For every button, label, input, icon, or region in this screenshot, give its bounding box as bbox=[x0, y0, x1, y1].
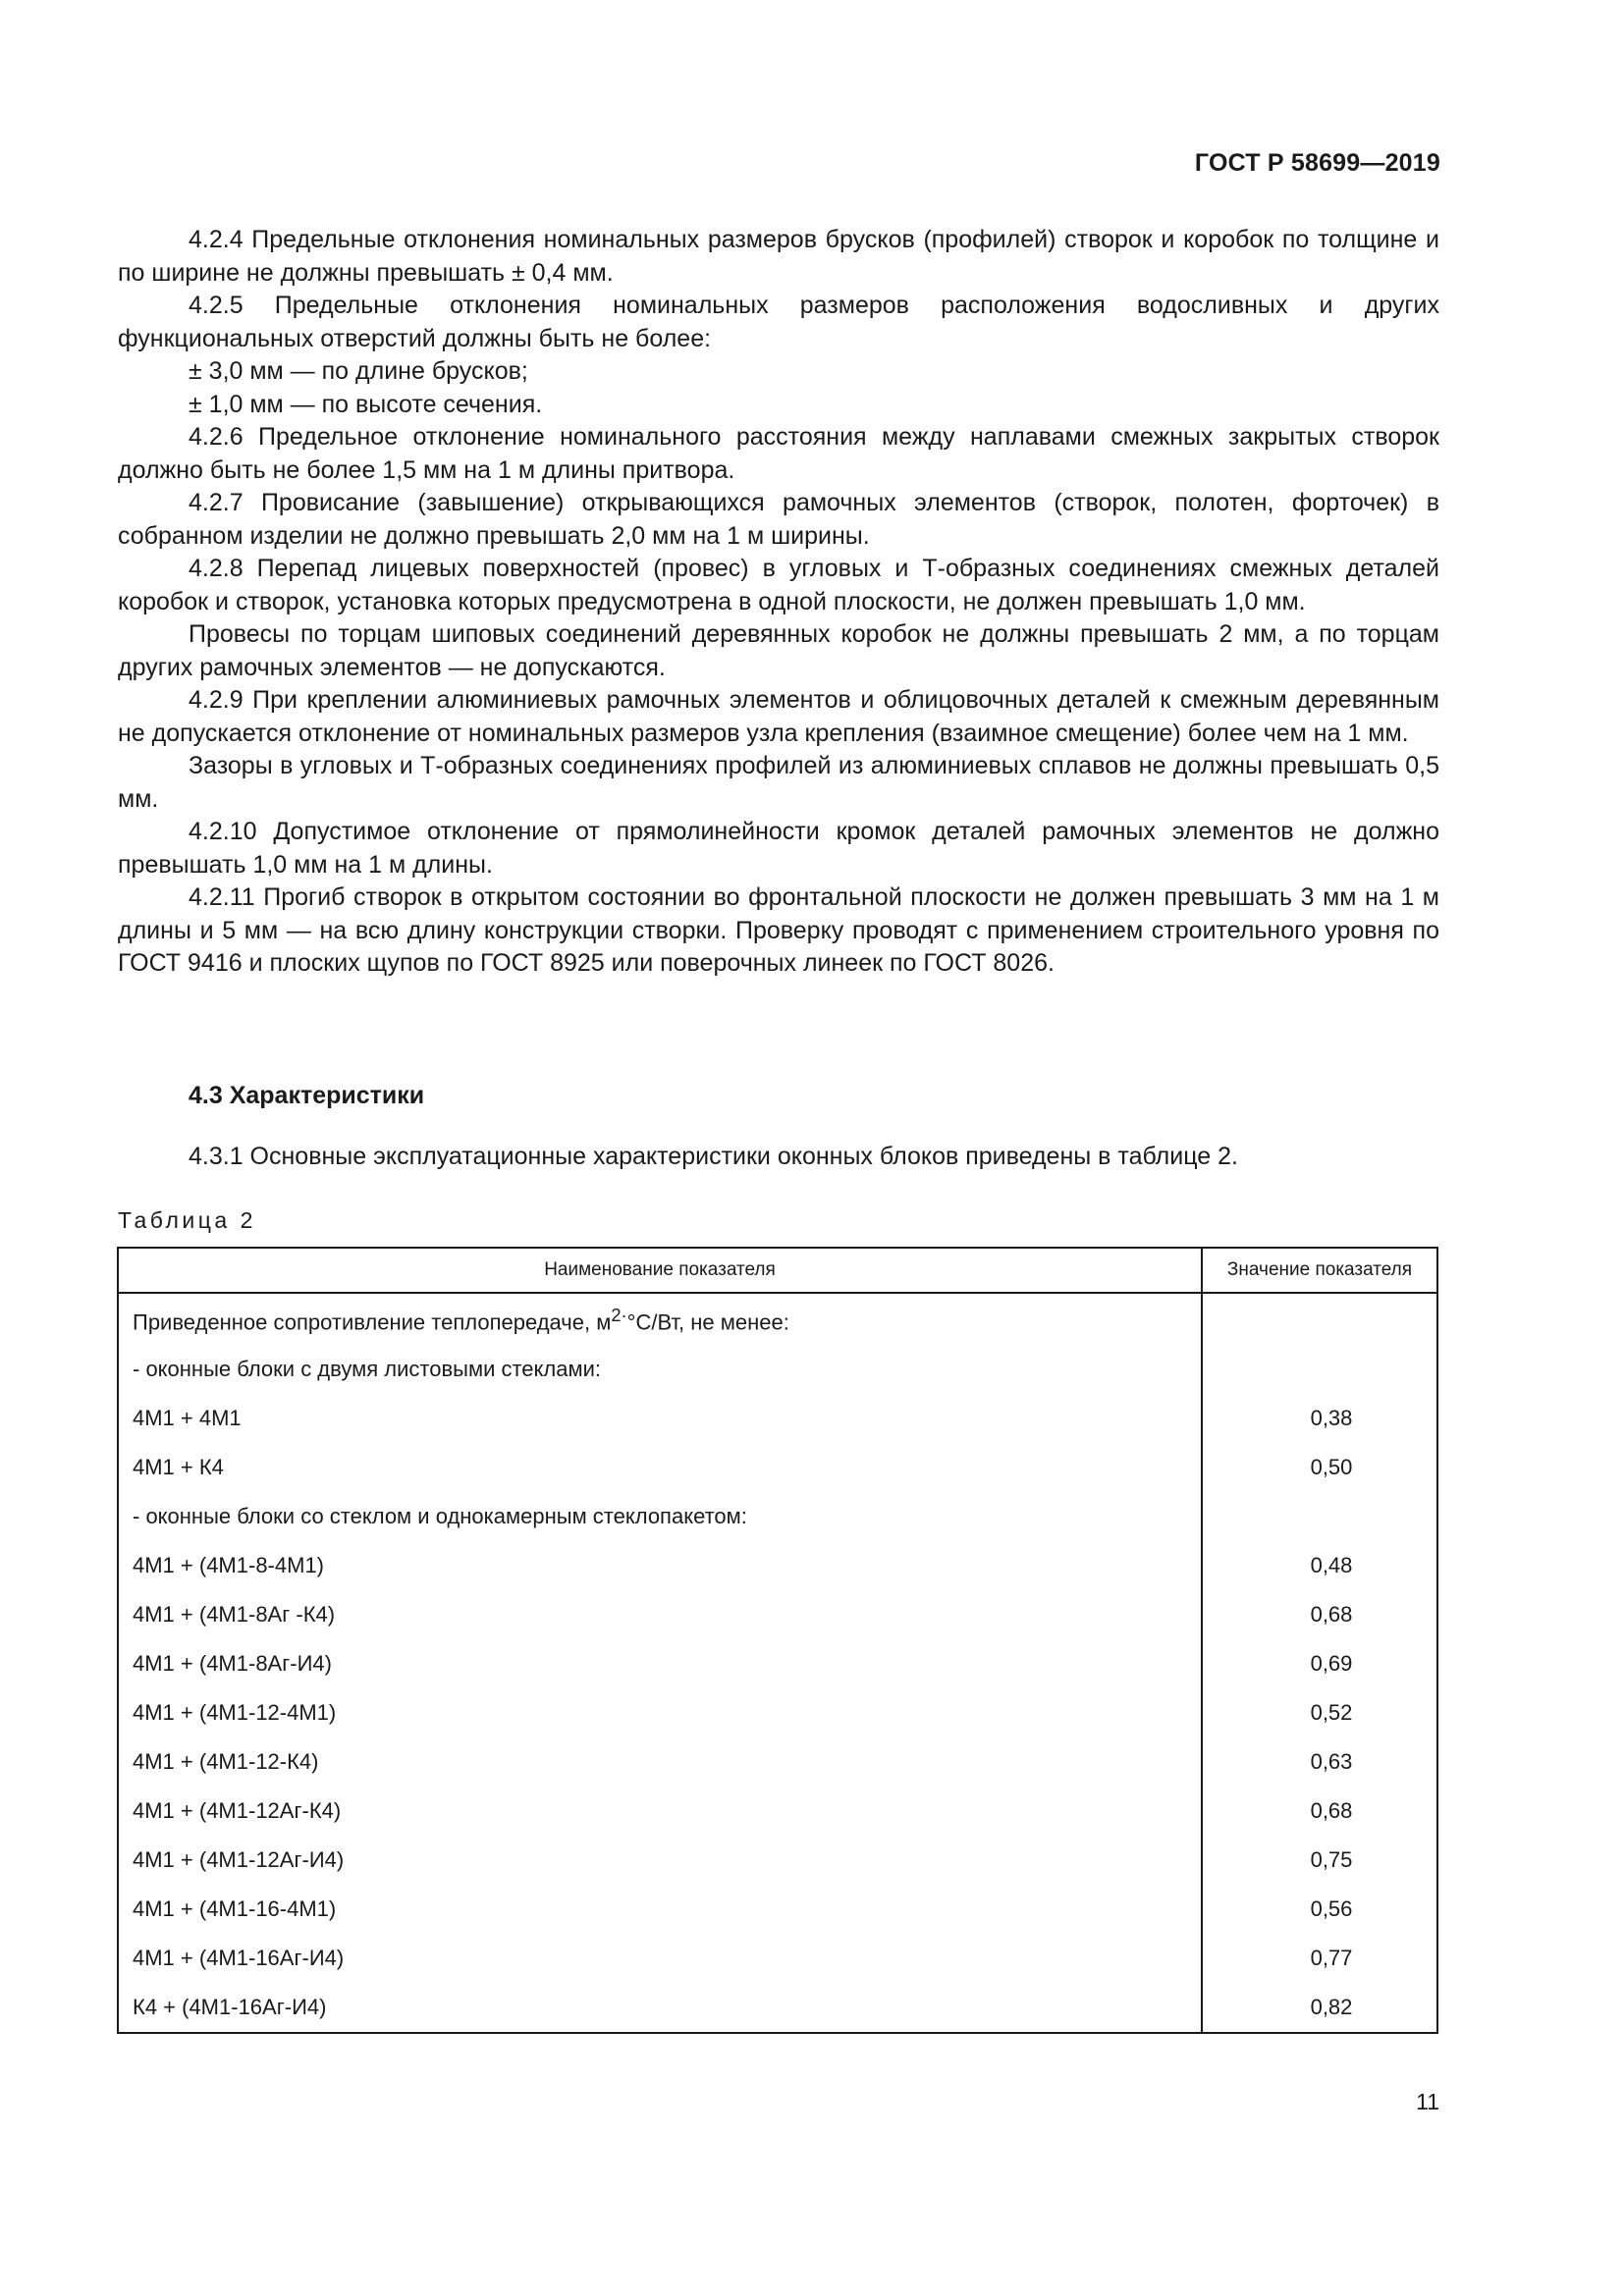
row-value: 0,77 bbox=[1310, 1946, 1353, 1970]
table-row bbox=[118, 1737, 1437, 1787]
row-name: 4М1 + (4М1-8-4М1) bbox=[118, 1541, 1202, 1590]
row-value: 0,82 bbox=[1310, 1995, 1353, 2019]
row-name: 4М1 + К4 bbox=[118, 1443, 1202, 1492]
list-item: ± 1,0 мм — по высоте сечения. bbox=[189, 390, 543, 418]
table-row bbox=[118, 1934, 1437, 1983]
table-row bbox=[118, 1885, 1437, 1934]
table-row bbox=[118, 1787, 1437, 1836]
table-row bbox=[118, 1492, 1437, 1541]
paragraph-4-2-4: 4.2.4 Предельные отклонения номинальных размеров брусков (профилей) створок и коробок по толщине и по ширине не должны превышать ± 0,4 мм. bbox=[118, 226, 1439, 287]
superscript: 2· bbox=[611, 1305, 627, 1326]
section-heading: 4.3 Характеристики bbox=[189, 1082, 425, 1109]
characteristics-table bbox=[117, 1247, 1438, 2034]
row-value: 0,48 bbox=[1310, 1553, 1353, 1577]
row-value bbox=[1202, 1345, 1437, 1394]
row-name: 4М1 + (4М1-12Аг-К4) bbox=[118, 1787, 1202, 1836]
table-row bbox=[118, 1639, 1437, 1688]
row-value: 0,69 bbox=[1310, 1651, 1353, 1676]
paragraph-4-3-1: 4.3.1 Основные эксплуатационные характеристики оконных блоков приведены в таблице 2. bbox=[189, 1143, 1238, 1170]
row-value: 0,75 bbox=[1310, 1847, 1353, 1872]
standard-code: ГОСТ Р 58699—2019 bbox=[1194, 149, 1440, 177]
column-header-name: Наименование показателя bbox=[118, 1248, 1202, 1293]
paragraph-4-2-9: 4.2.9 При креплении алюминиевых рамочных элементов и облицовочных деталей к смежным деревянным не допускается отклонение от номинальных размеров узла крепления (взаимное смещение) более чем на 1 мм. bbox=[118, 686, 1439, 747]
row-name: - оконные блоки со стеклом и однокамерным стеклопакетом: bbox=[118, 1492, 1202, 1541]
row-name: 4М1 + (4М1-8Аг-И4) bbox=[118, 1639, 1202, 1688]
row-value bbox=[1202, 1492, 1437, 1541]
column-header-value: Значение показателя bbox=[1202, 1248, 1437, 1293]
table-row bbox=[118, 1293, 1437, 1345]
table-row bbox=[118, 1983, 1437, 2033]
paragraph-4-2-5: 4.2.5 Предельные отклонения номинальных размеров расположения водосливных и других функциональных отверстий должны быть не более: bbox=[118, 292, 1439, 352]
row-value: 0,68 bbox=[1310, 1602, 1353, 1627]
row-value: 0,56 bbox=[1310, 1896, 1353, 1921]
row-value: 0,63 bbox=[1310, 1749, 1353, 1774]
row-name: - оконные блоки с двумя листовыми стеклами: bbox=[118, 1345, 1202, 1394]
table-row bbox=[118, 1688, 1437, 1737]
row-value: 0,52 bbox=[1310, 1700, 1353, 1725]
table-header-row bbox=[118, 1248, 1437, 1293]
row-name: 4М1 + (4М1-8Аг -К4) bbox=[118, 1590, 1202, 1639]
table-row bbox=[118, 1836, 1437, 1885]
row-value: 0,68 bbox=[1310, 1798, 1353, 1823]
row-name: Приведенное сопротивление теплопередаче, $м^{2\cdot}^\circ С/Вт$, не менее: bbox=[118, 1293, 1202, 1345]
row-name: К4 + (4М1-16Аг-И4) bbox=[118, 1983, 1202, 2033]
page-number: 11 bbox=[1416, 2089, 1439, 2114]
table-row bbox=[118, 1541, 1437, 1590]
table-row bbox=[118, 1590, 1437, 1639]
table-row bbox=[118, 1345, 1437, 1394]
row-name: 4М1 + (4М1-12-К4) bbox=[118, 1737, 1202, 1787]
table-row bbox=[118, 1394, 1437, 1443]
body-text bbox=[118, 224, 1439, 981]
row-value: 0,50 bbox=[1310, 1455, 1353, 1479]
row-name: 4М1 + (4М1-12-4М1) bbox=[118, 1688, 1202, 1737]
list-item: ± 3,0 мм — по длине брусков; bbox=[189, 357, 528, 385]
row-name: 4М1 + (4М1-16Аг-И4) bbox=[118, 1934, 1202, 1983]
paragraph-4-2-11: 4.2.11 Прогиб створок в открытом состоянии во фронтальной плоскости не должен превышать 3 мм на 1 м длины и 5 мм — на всю длину конструкции створки. Проверку проводят с применением строительного уровня по ГОСТ 9416 и плоских щупов по ГОСТ 8925 или поверочных линеек по ГОСТ 8026. bbox=[118, 883, 1439, 977]
row-name: 4М1 + 4М1 bbox=[118, 1394, 1202, 1443]
row-name: 4М1 + (4М1-16-4М1) bbox=[118, 1885, 1202, 1934]
paragraph-4-2-8: 4.2.8 Перепад лицевых поверхностей (провес) в угловых и Т-образных соединениях смежных деталей коробок и створок, установка которых предусмотрена в одной плоскости, не должен превышать 1,0 мм. bbox=[118, 555, 1439, 615]
table-row bbox=[118, 1443, 1437, 1492]
row-value bbox=[1202, 1293, 1437, 1345]
table-caption: Таблица 2 bbox=[118, 1207, 256, 1233]
row-value: 0,38 bbox=[1310, 1406, 1353, 1430]
paragraph: Зазоры в угловых и Т-образных соединениях профилей из алюминиевых сплавов не должны превышать 0,5 мм. bbox=[118, 752, 1439, 813]
paragraph-4-2-7: 4.2.7 Провисание (завышение) открывающихся рамочных элементов (створок, полотен, форточек) в собранном изделии не должно превышать 2,0 мм на 1 м ширины. bbox=[118, 489, 1439, 550]
paragraph-4-2-6: 4.2.6 Предельное отклонение номинального расстояния между наплавами смежных закрытых створок должно быть не более 1,5 мм на 1 м длины притвора. bbox=[118, 423, 1439, 484]
row-name: 4М1 + (4М1-12Аг-И4) bbox=[118, 1836, 1202, 1885]
paragraph: Провесы по торцам шиповых соединений деревянных коробок не должны превышать 2 мм, а по торцам других рамочных элементов — не допускаются. bbox=[118, 620, 1439, 681]
paragraph-4-2-10: 4.2.10 Допустимое отклонение от прямолинейности кромок деталей рамочных элементов не должно превышать 1,0 мм на 1 м длины. bbox=[118, 818, 1439, 879]
